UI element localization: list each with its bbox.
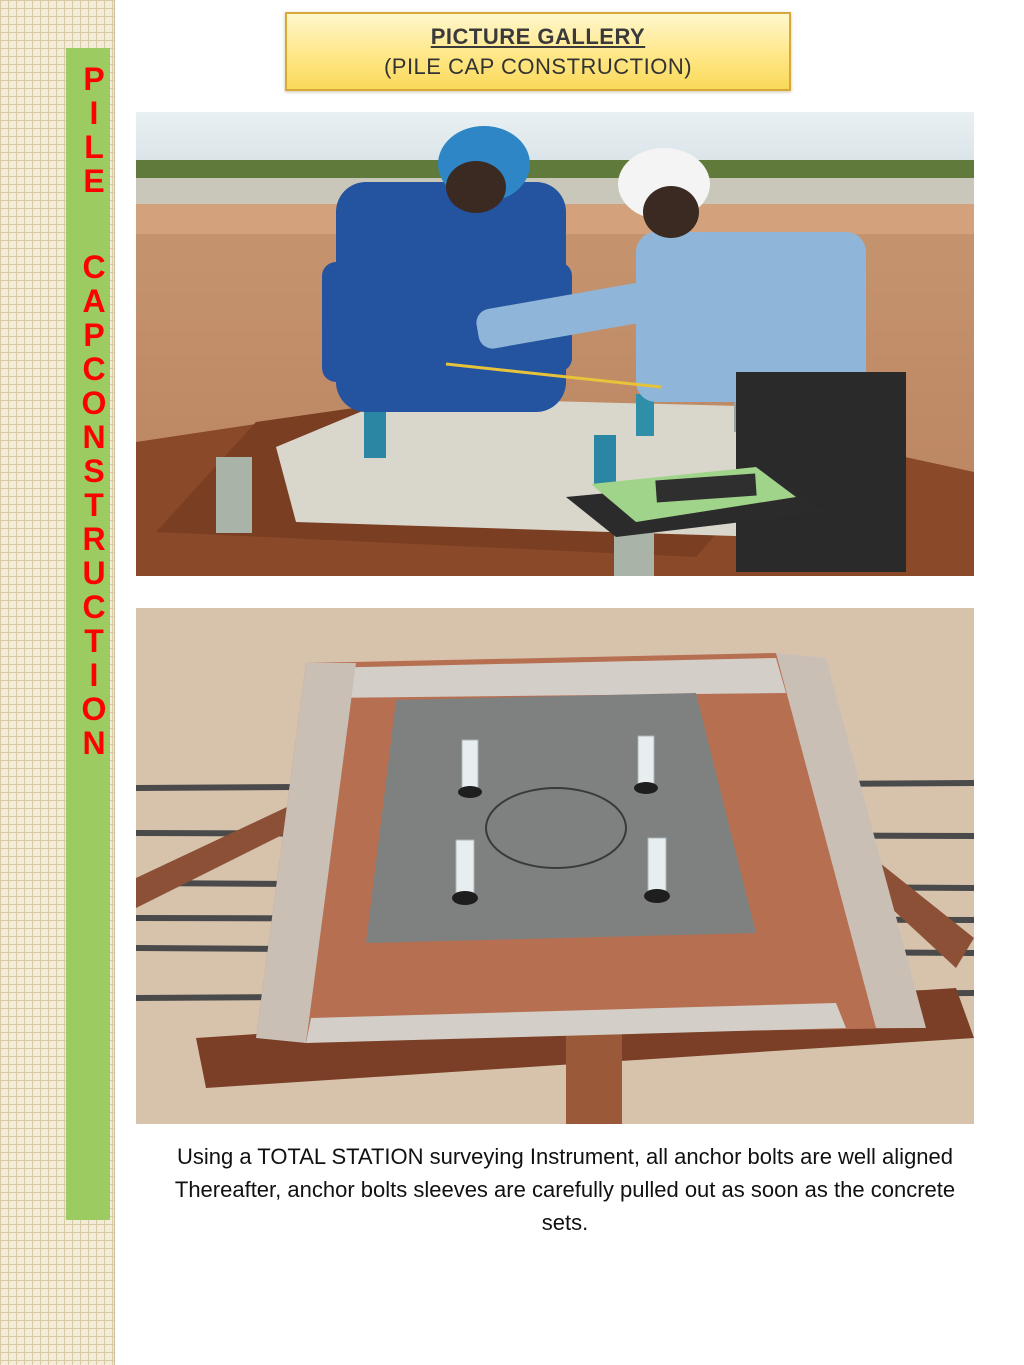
title-letter: O (81, 385, 107, 421)
vertical-title (64, 62, 124, 760)
title-letter: I (89, 95, 99, 131)
title-letter: N (82, 725, 106, 761)
title-letter: A (82, 283, 106, 319)
title-letter: S (83, 453, 105, 489)
gallery-banner (285, 12, 791, 91)
banner-subtitle: (PILE CAP CONSTRUCTION) (383, 53, 693, 79)
title-letter: C (82, 249, 106, 285)
title-letter: P (83, 61, 105, 97)
title-letter: C (82, 589, 106, 625)
title-letter: R (82, 521, 106, 557)
title-letter: T (84, 487, 104, 523)
photo-pile-cap-formwork (136, 608, 974, 1124)
photo-surveyors (136, 112, 974, 576)
title-letter: T (84, 623, 104, 659)
title-letter: L (84, 129, 104, 165)
title-letter: I (89, 657, 99, 693)
title-letter: E (83, 163, 105, 199)
title-letter: O (81, 691, 107, 727)
title-letter: N (82, 419, 106, 455)
photo-caption: Using a TOTAL STATION surveying Instrument, all anchor bolts are well aligned Thereafter, anchor bolts sleeves are carefully pulled out as soon as the concrete sets. (174, 1144, 956, 1235)
title-letter: P (83, 317, 105, 353)
title-letter: C (82, 351, 106, 387)
banner-title: PICTURE GALLERY (430, 23, 646, 49)
title-letter: U (82, 555, 106, 591)
